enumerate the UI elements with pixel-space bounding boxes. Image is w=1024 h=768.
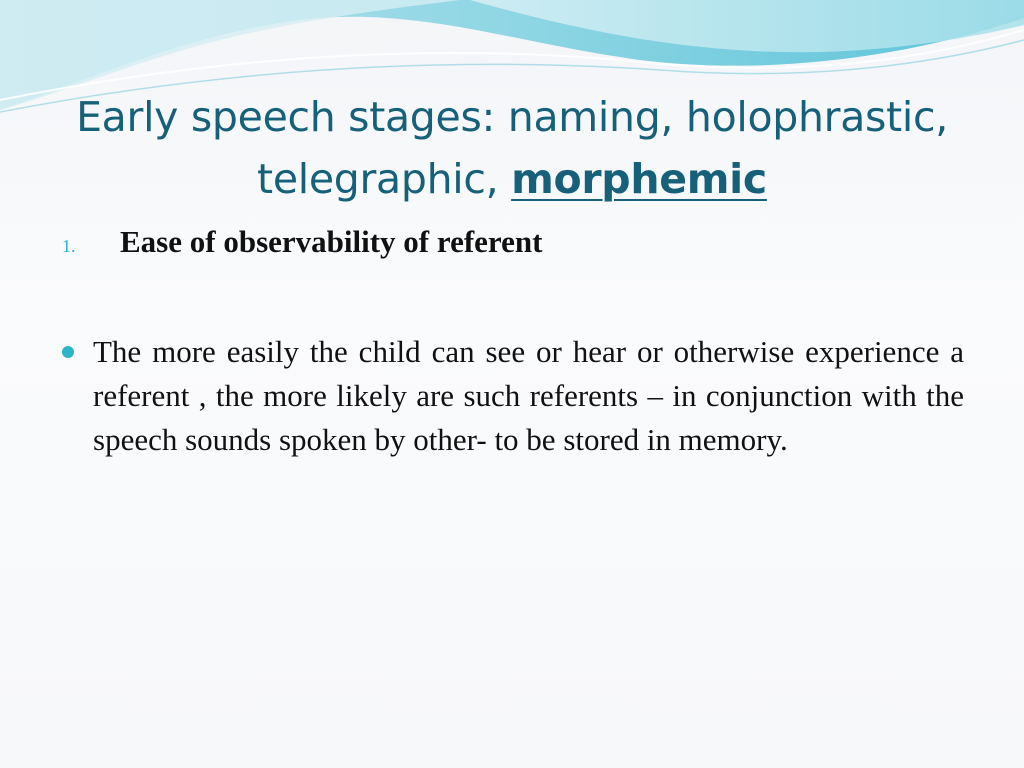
- title-line-2: telegraphic,: [257, 155, 499, 203]
- bullet-text: The more easily the child can see or hear or otherwise experience a referent , the more likely are such referents – in conjunction with the speech sounds spoken by other- to be stored in memory.: [93, 334, 964, 457]
- bullet-item: [62, 330, 964, 462]
- bullet-dot-icon: [62, 346, 74, 358]
- slide-title: [40, 86, 984, 210]
- list-item-text: Ease of observability of referent: [120, 224, 543, 259]
- numbered-list-item: [62, 224, 982, 260]
- title-emphasis: morphemic: [511, 155, 767, 203]
- list-number: 1.: [62, 236, 76, 256]
- title-line-1: Early speech stages: naming, holophrastic,: [76, 93, 948, 141]
